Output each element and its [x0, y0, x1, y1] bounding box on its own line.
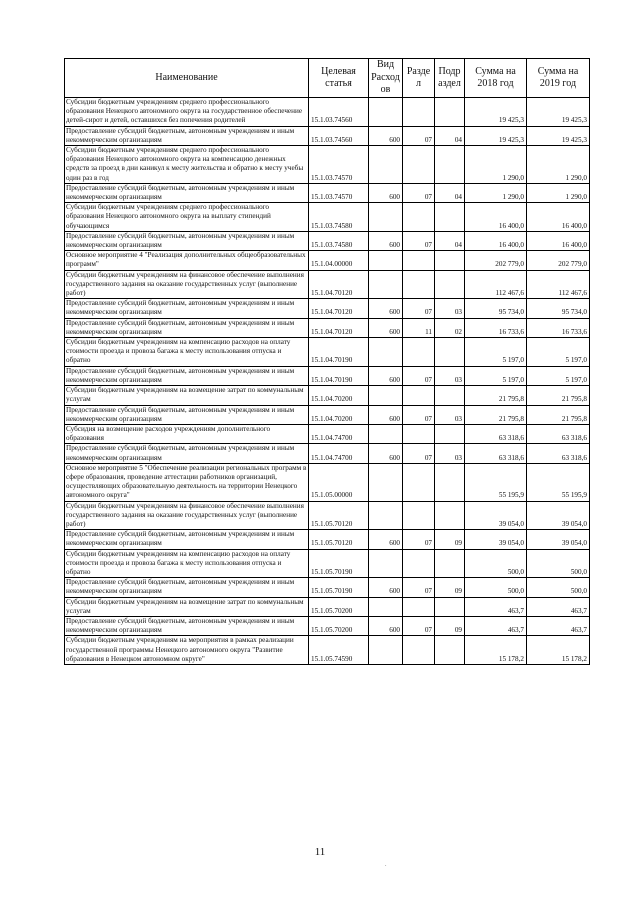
cell-target-code: 15.1.05.70190 [309, 549, 369, 578]
cell-sum-2018: 95 734,0 [465, 299, 527, 318]
cell-expense-type: 600 [369, 530, 403, 549]
cell-target-code: 15.1.05.70120 [309, 501, 369, 530]
cell-sum-2019: 500,0 [527, 549, 590, 578]
cell-subsection: 09 [435, 616, 465, 635]
table-row [65, 463, 590, 501]
cell-subsection: 09 [435, 578, 465, 597]
cell-name: Предоставление субсидий бюджетным, автономным учреждениям и иным некоммерческим организациям [65, 299, 309, 318]
table-row [65, 366, 590, 385]
table-header [65, 59, 590, 98]
cell-sum-2019: 463,7 [527, 597, 590, 616]
cell-subsection [435, 146, 465, 184]
cell-target-code: 15.1.05.70120 [309, 530, 369, 549]
cell-section [403, 146, 435, 184]
header-razdel: Разде л [403, 59, 435, 98]
cell-name: Субсидия на возмещение расходов учреждениям дополнительного образования [65, 424, 309, 443]
cell-expense-type: 600 [369, 405, 403, 424]
cell-name: Основное мероприятие 4 "Реализация дополнительных общеобразовательных программ" [65, 251, 309, 270]
cell-name: Субсидии бюджетным учреждениям среднего профессионального образования Ненецкого автономного округа на выплату стипендий обучающимся [65, 203, 309, 232]
cell-expense-type [369, 338, 403, 367]
cell-target-code: 15.1.04.70120 [309, 318, 369, 337]
cell-sum-2019: 500,0 [527, 578, 590, 597]
cell-subsection [435, 338, 465, 367]
cell-sum-2018: 463,7 [465, 597, 527, 616]
table-row [65, 146, 590, 184]
table-row [65, 636, 590, 665]
cell-subsection: 03 [435, 444, 465, 463]
cell-sum-2019: 15 178,2 [527, 636, 590, 665]
cell-subsection [435, 386, 465, 405]
table-row [65, 549, 590, 578]
cell-target-code: 15.1.05.74590 [309, 636, 369, 665]
table-row [65, 126, 590, 145]
cell-expense-type [369, 501, 403, 530]
cell-section: 07 [403, 366, 435, 385]
cell-section [403, 270, 435, 299]
cell-target-code: 15.1.04.70190 [309, 366, 369, 385]
cell-section: 07 [403, 299, 435, 318]
cell-expense-type [369, 386, 403, 405]
cell-sum-2019: 5 197,0 [527, 366, 590, 385]
table-row [65, 501, 590, 530]
cell-target-code: 15.1.04.74700 [309, 424, 369, 443]
cell-expense-type: 600 [369, 183, 403, 202]
cell-sum-2018: 5 197,0 [465, 366, 527, 385]
cell-name: Субсидии бюджетным учреждениям на финансовое обеспечение выполнения государственного задания на оказание государственных услуг (выполнение работ) [65, 501, 309, 530]
cell-subsection: 04 [435, 126, 465, 145]
cell-section: 07 [403, 444, 435, 463]
cell-target-code: 15.1.03.74560 [309, 98, 369, 127]
cell-subsection [435, 463, 465, 501]
page-number: 11 [314, 846, 326, 858]
cell-subsection [435, 597, 465, 616]
cell-target-code: 15.1.04.00000 [309, 251, 369, 270]
cell-name: Субсидии бюджетным учреждениям на компенсацию расходов на оплату стоимости проезда и провоза багажа к месту использования отпуска и обратно [65, 549, 309, 578]
cell-section [403, 98, 435, 127]
cell-section [403, 636, 435, 665]
cell-subsection: 04 [435, 183, 465, 202]
header-sum-2018: Сумма на 2018 год [465, 59, 527, 98]
cell-sum-2019: 21 795,8 [527, 405, 590, 424]
cell-name: Предоставление субсидий бюджетным, автономным учреждениям и иным некоммерческим организациям [65, 444, 309, 463]
cell-name: Предоставление субсидий бюджетным, автономным учреждениям и иным некоммерческим организациям [65, 231, 309, 250]
table-body [65, 98, 590, 665]
cell-subsection [435, 636, 465, 665]
cell-sum-2018: 39 054,0 [465, 530, 527, 549]
cell-subsection: 02 [435, 318, 465, 337]
cell-expense-type: 600 [369, 231, 403, 250]
cell-sum-2019: 55 195,9 [527, 463, 590, 501]
cell-sum-2019: 95 734,0 [527, 299, 590, 318]
cell-sum-2018: 463,7 [465, 616, 527, 635]
table-row [65, 318, 590, 337]
table-row [65, 270, 590, 299]
table-row [65, 299, 590, 318]
cell-section [403, 463, 435, 501]
cell-section: 07 [403, 126, 435, 145]
cell-target-code: 15.1.04.70120 [309, 270, 369, 299]
cell-sum-2019: 16 733,6 [527, 318, 590, 337]
cell-sum-2018: 63 318,6 [465, 424, 527, 443]
cell-name: Субсидии бюджетным учреждениям на возмещение затрат по коммунальным услугам [65, 597, 309, 616]
cell-target-code: 15.1.04.74700 [309, 444, 369, 463]
cell-target-code: 15.1.04.70200 [309, 386, 369, 405]
cell-expense-type [369, 270, 403, 299]
cell-sum-2019: 63 318,6 [527, 444, 590, 463]
cell-name: Субсидии бюджетным учреждениям на финансовое обеспечение выполнения государственного задания на оказание государственных услуг (выполнение работ) [65, 270, 309, 299]
budget-table [64, 58, 590, 665]
cell-name: Предоставление субсидий бюджетным, автономным учреждениям и иным некоммерческим организациям [65, 183, 309, 202]
cell-sum-2018: 500,0 [465, 578, 527, 597]
cell-sum-2018: 63 318,6 [465, 444, 527, 463]
cell-expense-type [369, 597, 403, 616]
cell-name: Предоставление субсидий бюджетным, автономным учреждениям и иным некоммерческим организациям [65, 405, 309, 424]
cell-sum-2019: 202 779,0 [527, 251, 590, 270]
cell-target-code: 15.1.04.70190 [309, 338, 369, 367]
cell-expense-type: 600 [369, 318, 403, 337]
cell-sum-2018: 19 425,3 [465, 126, 527, 145]
cell-subsection: 03 [435, 366, 465, 385]
cell-subsection: 03 [435, 299, 465, 318]
cell-section [403, 386, 435, 405]
cell-section: 07 [403, 231, 435, 250]
cell-name: Субсидии бюджетным учреждениям среднего профессионального образования Ненецкого автономного округа на компенсацию денежных средств за проезд в дни каникул к месту жительства и обратно к месту учебы один раз в год [65, 146, 309, 184]
cell-subsection: 09 [435, 530, 465, 549]
cell-sum-2018: 55 195,9 [465, 463, 527, 501]
cell-sum-2018: 39 054,0 [465, 501, 527, 530]
cell-sum-2018: 1 290,0 [465, 183, 527, 202]
cell-sum-2018: 500,0 [465, 549, 527, 578]
header-podrazdel: Подр аздел [435, 59, 465, 98]
cell-expense-type [369, 463, 403, 501]
cell-sum-2018: 1 290,0 [465, 146, 527, 184]
cell-sum-2019: 19 425,3 [527, 98, 590, 127]
cell-sum-2018: 16 400,0 [465, 231, 527, 250]
cell-name: Субсидии бюджетным учреждениям на компенсацию расходов на оплату стоимости проезда и провоза багажа к месту использования отпуска и обратно [65, 338, 309, 367]
cell-sum-2018: 5 197,0 [465, 338, 527, 367]
cell-subsection: 03 [435, 405, 465, 424]
cell-sum-2019: 39 054,0 [527, 501, 590, 530]
cell-target-code: 15.1.04.70200 [309, 405, 369, 424]
cell-expense-type: 600 [369, 616, 403, 635]
table-row [65, 203, 590, 232]
cell-sum-2019: 112 467,6 [527, 270, 590, 299]
scan-speck: . [385, 862, 387, 868]
cell-sum-2018: 21 795,8 [465, 405, 527, 424]
cell-section: 07 [403, 578, 435, 597]
cell-name: Предоставление субсидий бюджетным, автономным учреждениям и иным некоммерческим организациям [65, 318, 309, 337]
cell-target-code: 15.1.05.00000 [309, 463, 369, 501]
cell-name: Субсидии бюджетным учреждениям среднего профессионального образования Ненецкого автономного округа на государственное обеспечение детей-сирот и детей, оставшихся без попечения родителей [65, 98, 309, 127]
cell-expense-type: 600 [369, 366, 403, 385]
cell-name: Предоставление субсидий бюджетным, автономным учреждениям и иным некоммерческим организациям [65, 616, 309, 635]
cell-name: Предоставление субсидий бюджетным, автономным учреждениям и иным некоммерческим организациям [65, 126, 309, 145]
cell-expense-type [369, 549, 403, 578]
cell-section [403, 424, 435, 443]
cell-expense-type [369, 203, 403, 232]
table-row [65, 338, 590, 367]
cell-sum-2019: 21 795,8 [527, 386, 590, 405]
cell-subsection [435, 270, 465, 299]
table-row [65, 251, 590, 270]
cell-sum-2019: 39 054,0 [527, 530, 590, 549]
cell-sum-2018: 16 400,0 [465, 203, 527, 232]
cell-subsection [435, 251, 465, 270]
cell-target-code: 15.1.05.70190 [309, 578, 369, 597]
cell-subsection [435, 203, 465, 232]
cell-sum-2018: 19 425,3 [465, 98, 527, 127]
table-row [65, 386, 590, 405]
cell-target-code: 15.1.03.74580 [309, 203, 369, 232]
header-code: Целевая статья [309, 59, 369, 98]
cell-target-code: 15.1.04.70120 [309, 299, 369, 318]
cell-subsection [435, 98, 465, 127]
cell-section [403, 597, 435, 616]
cell-section: 07 [403, 405, 435, 424]
cell-section [403, 203, 435, 232]
table-row [65, 231, 590, 250]
cell-expense-type [369, 636, 403, 665]
cell-sum-2019: 1 290,0 [527, 183, 590, 202]
cell-expense-type [369, 251, 403, 270]
table-row [65, 405, 590, 424]
cell-section [403, 251, 435, 270]
header-row [65, 59, 590, 98]
cell-sum-2019: 19 425,3 [527, 126, 590, 145]
table-row [65, 530, 590, 549]
header-vid: Вид Расход ов [369, 59, 403, 98]
cell-subsection [435, 424, 465, 443]
cell-name: Предоставление субсидий бюджетным, автономным учреждениям и иным некоммерческим организациям [65, 530, 309, 549]
cell-expense-type: 600 [369, 578, 403, 597]
cell-expense-type: 600 [369, 444, 403, 463]
table-row [65, 444, 590, 463]
cell-target-code: 15.1.05.70200 [309, 597, 369, 616]
cell-sum-2018: 15 178,2 [465, 636, 527, 665]
cell-expense-type [369, 98, 403, 127]
cell-section: 07 [403, 616, 435, 635]
cell-target-code: 15.1.03.74570 [309, 183, 369, 202]
table-row [65, 616, 590, 635]
cell-name: Субсидии бюджетным учреждениям на мероприятия в рамках реализации государственной программы Ненецкого автономного округа "Развитие образования в Ненецком автономном округе" [65, 636, 309, 665]
cell-subsection [435, 501, 465, 530]
cell-sum-2019: 463,7 [527, 616, 590, 635]
cell-target-code: 15.1.05.70200 [309, 616, 369, 635]
cell-expense-type [369, 146, 403, 184]
table-row [65, 98, 590, 127]
cell-sum-2019: 5 197,0 [527, 338, 590, 367]
cell-expense-type: 600 [369, 126, 403, 145]
cell-sum-2018: 21 795,8 [465, 386, 527, 405]
cell-section: 11 [403, 318, 435, 337]
cell-sum-2019: 16 400,0 [527, 231, 590, 250]
header-name: Наименование [65, 59, 309, 98]
cell-section: 07 [403, 183, 435, 202]
cell-section: 07 [403, 530, 435, 549]
cell-expense-type [369, 424, 403, 443]
cell-target-code: 15.1.03.74560 [309, 126, 369, 145]
cell-name: Субсидии бюджетным учреждениям на возмещение затрат по коммунальным услугам [65, 386, 309, 405]
table-row [65, 424, 590, 443]
table-row [65, 578, 590, 597]
table-row [65, 597, 590, 616]
cell-name: Предоставление субсидий бюджетным, автономным учреждениям и иным некоммерческим организациям [65, 578, 309, 597]
cell-name: Предоставление субсидий бюджетным, автономным учреждениям и иным некоммерческим организациям [65, 366, 309, 385]
cell-expense-type: 600 [369, 299, 403, 318]
cell-section [403, 549, 435, 578]
cell-sum-2018: 16 733,6 [465, 318, 527, 337]
cell-sum-2019: 16 400,0 [527, 203, 590, 232]
cell-target-code: 15.1.03.74580 [309, 231, 369, 250]
cell-subsection [435, 549, 465, 578]
cell-section [403, 501, 435, 530]
cell-subsection: 04 [435, 231, 465, 250]
cell-sum-2018: 112 467,6 [465, 270, 527, 299]
header-sum-2019: Сумма на 2019 год [527, 59, 590, 98]
cell-sum-2018: 202 779,0 [465, 251, 527, 270]
cell-name: Основное мероприятие 5 "Обеспечение реализации региональных программ в сфере образования, проведение аттестации работников организаций, осуществляющих образовательную деятельность на территории Ненецкого автономного округа" [65, 463, 309, 501]
cell-sum-2019: 1 290,0 [527, 146, 590, 184]
cell-section [403, 338, 435, 367]
cell-target-code: 15.1.03.74570 [309, 146, 369, 184]
cell-sum-2019: 63 318,6 [527, 424, 590, 443]
table-row [65, 183, 590, 202]
